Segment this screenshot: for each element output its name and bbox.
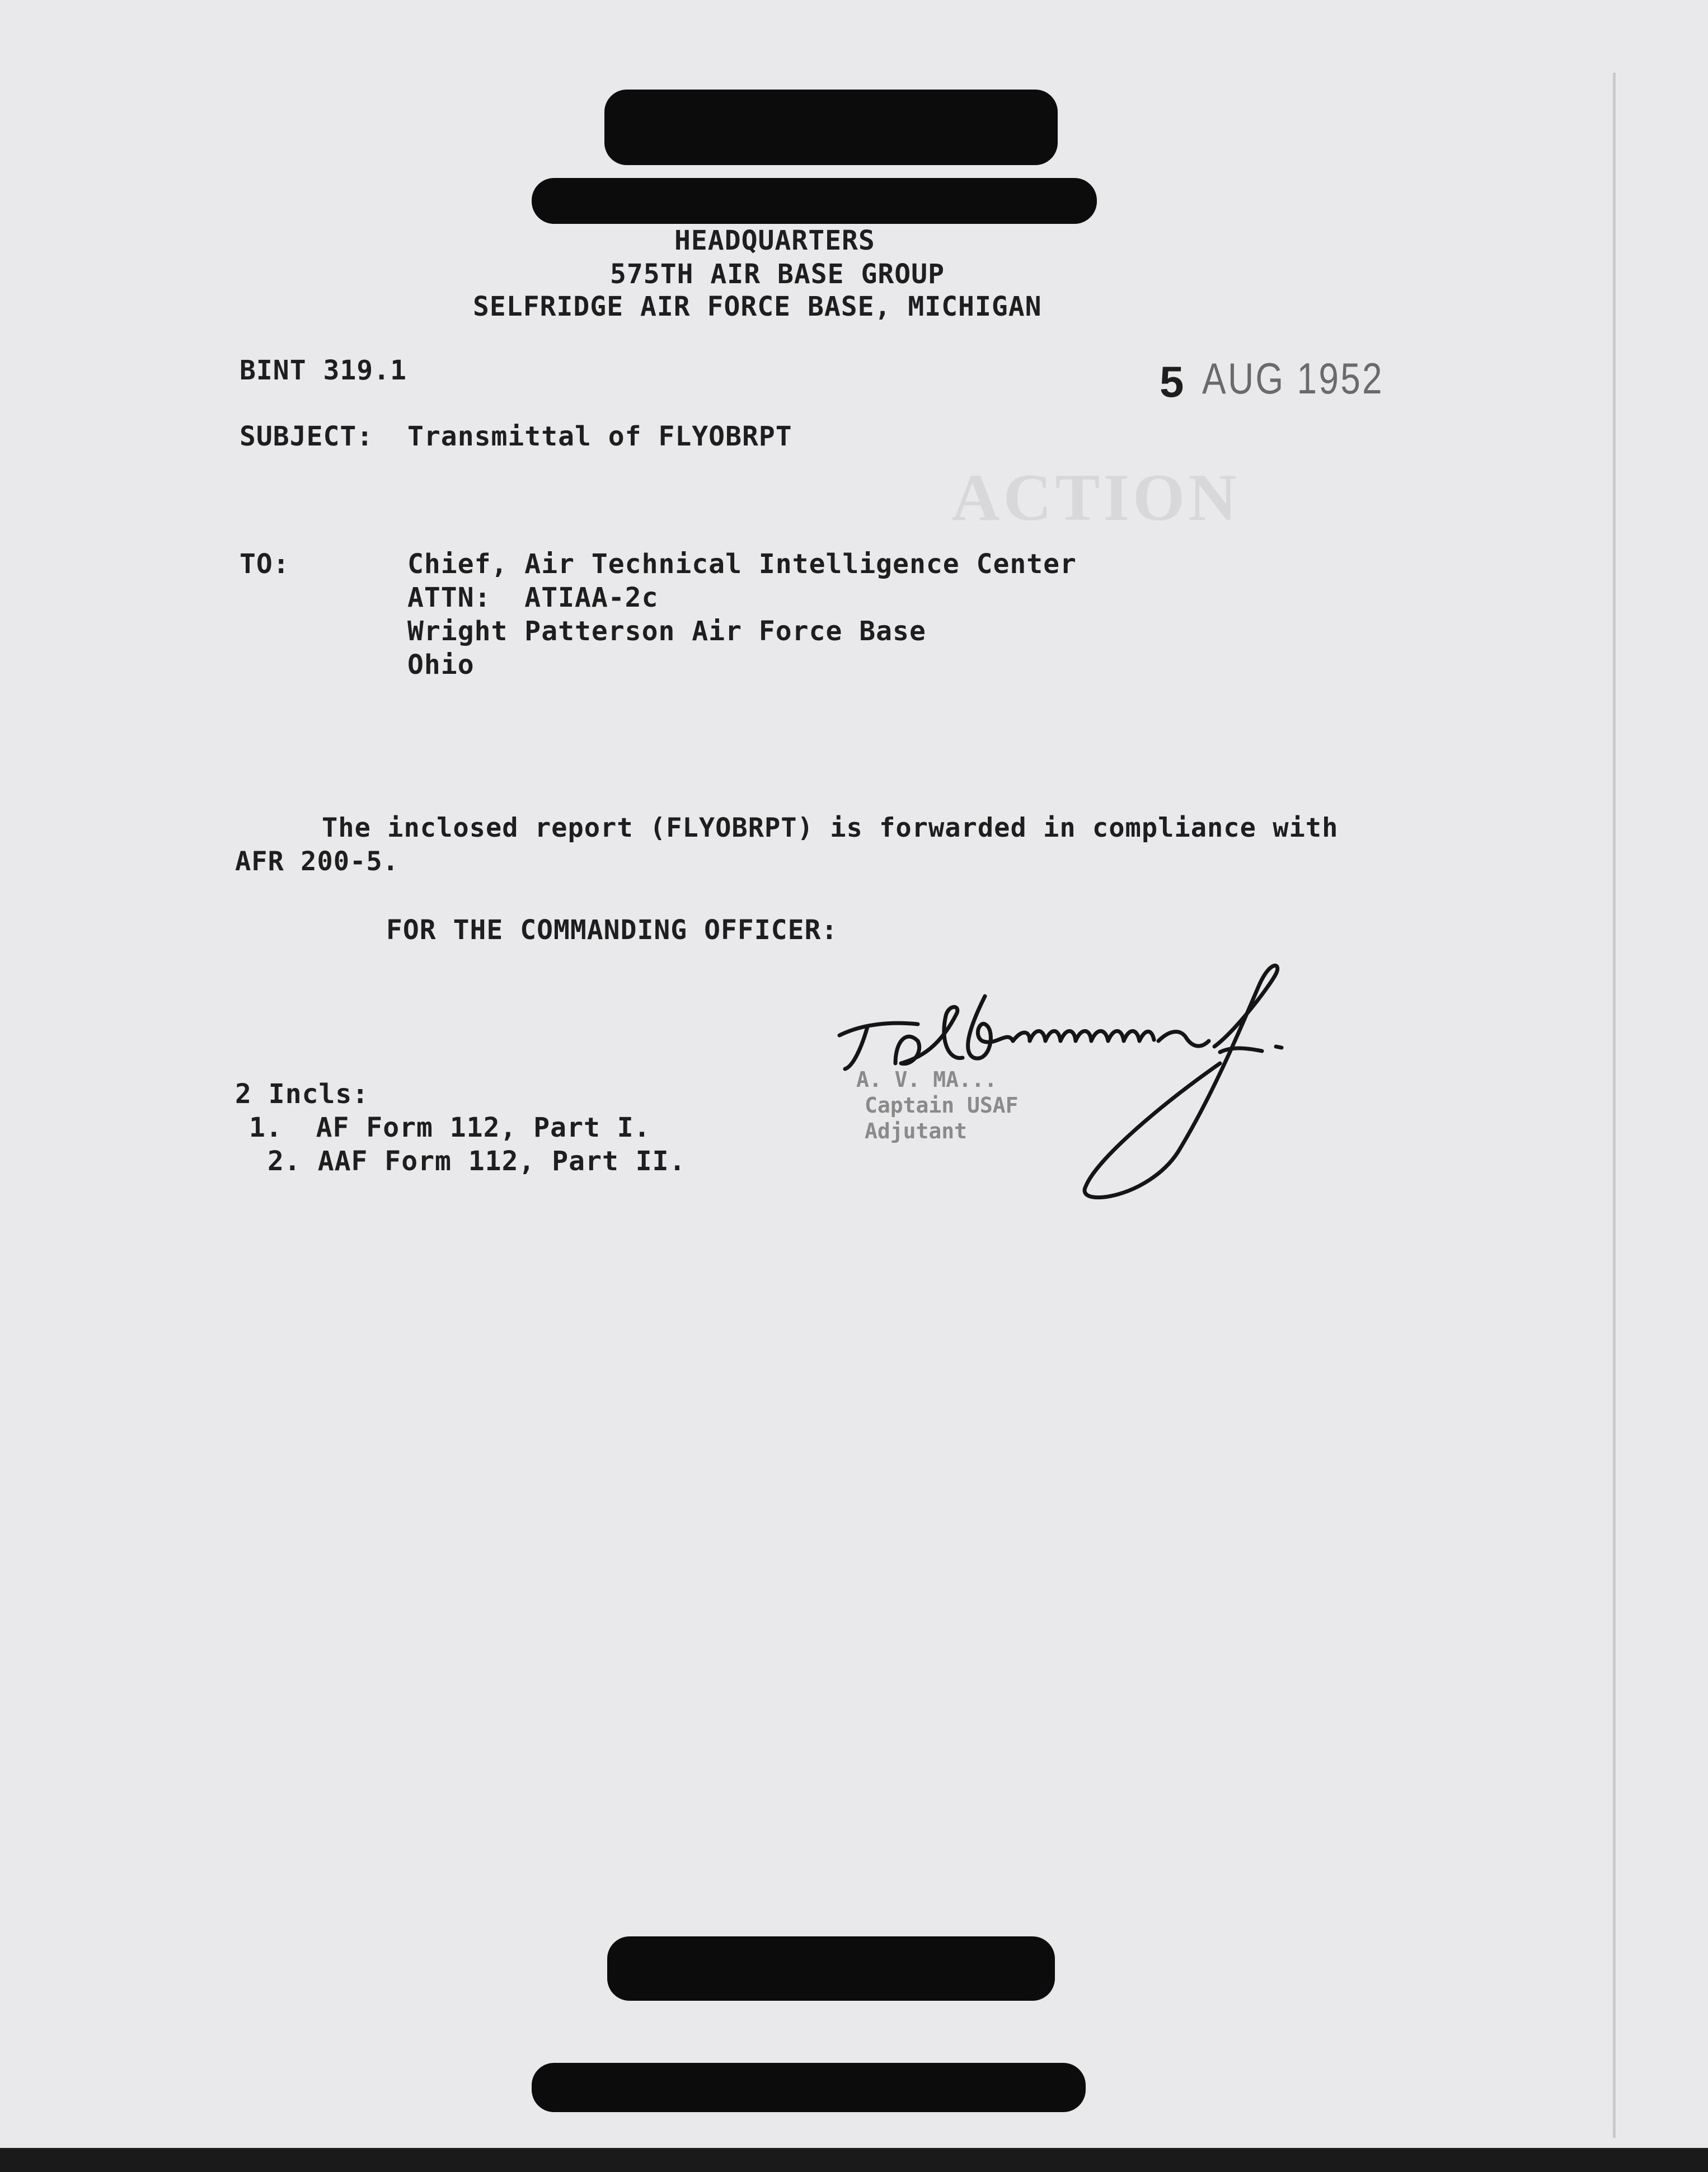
subject-text: Transmittal of FLYOBRPT [407, 421, 792, 452]
redaction-bar-bottom-1 [607, 1936, 1055, 2001]
inclosure-item-2: 2. AAF Form 112, Part II. [268, 1146, 686, 1177]
signer-name: A. V. MA... [856, 1067, 997, 1092]
inclosure-item-1: 1. AF Form 112, Part I. [249, 1112, 651, 1143]
handwritten-signature [828, 963, 1321, 1220]
redaction-bar-top-2 [532, 178, 1097, 224]
authority-line: FOR THE COMMANDING OFFICER: [386, 914, 838, 946]
redaction-bar-bottom-2 [532, 2063, 1086, 2112]
date-stamp-day: 5 [1160, 357, 1186, 406]
body-line-1: The inclosed report (FLYOBRPT) is forwarded in compliance with [322, 813, 1339, 843]
letterhead-line-3: SELFRIDGE AIR FORCE BASE, MICHIGAN [473, 291, 1042, 322]
body-line-2: AFR 200-5. [235, 846, 399, 877]
file-number: BINT 319.1 [240, 355, 407, 386]
to-line-1: Chief, Air Technical Intelligence Center [407, 548, 1077, 580]
to-label: TO: [240, 548, 290, 580]
to-line-2: ATTN: ATIAA-2c [407, 582, 659, 613]
redaction-bar-top-1 [604, 90, 1058, 165]
bleed-through-mark: ACTION [951, 460, 1241, 534]
to-line-3: Wright Patterson Air Force Base [407, 616, 926, 647]
signer-title: Adjutant [865, 1119, 968, 1143]
subject-label: SUBJECT: [240, 421, 374, 452]
signer-rank: Captain USAF [865, 1093, 1019, 1118]
date-stamp-month-year: AUG 1952 [1202, 354, 1384, 403]
inclosures-header: 2 Incls: [235, 1078, 369, 1110]
to-line-4: Ohio [407, 649, 475, 681]
letterhead-line-1: HEADQUARTERS [674, 225, 875, 256]
scan-bottom-edge [0, 2148, 1708, 2172]
letterhead-line-2: 575TH AIR BASE GROUP [610, 259, 945, 290]
page-edge-shadow [1613, 73, 1616, 2138]
